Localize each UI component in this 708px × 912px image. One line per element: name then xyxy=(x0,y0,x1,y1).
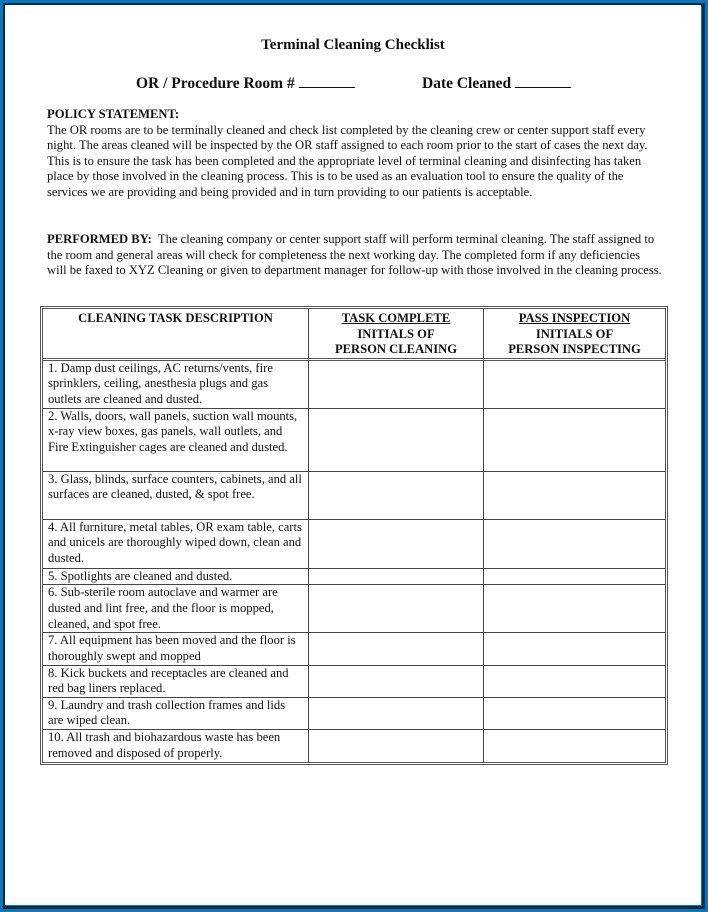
task-description: 5. Spotlights are cleaned and dusted. xyxy=(43,569,309,586)
policy-heading: POLICY STATEMENT: xyxy=(47,107,180,121)
inspector-initials-cell[interactable] xyxy=(484,698,665,730)
cleaner-initials-cell[interactable] xyxy=(309,472,484,520)
table-row xyxy=(43,730,665,762)
task-description: 8. Kick buckets and receptacles are cleaned and red bag liners replaced. xyxy=(43,666,309,698)
room-label: OR / Procedure Room # xyxy=(136,75,295,92)
table-header-row xyxy=(43,309,665,361)
task-description: 2. Walls, doors, wall panels, suction wall mounts, x-ray view boxes, gas panels, wall outlets, and Fire Extinguisher cages are cleaned and dusted. xyxy=(43,409,309,472)
cleaner-initials-cell[interactable] xyxy=(309,569,484,586)
inspector-initials-cell[interactable] xyxy=(484,472,665,520)
table-row xyxy=(43,361,665,409)
inspector-initials-cell[interactable] xyxy=(484,409,665,472)
table-row xyxy=(43,409,665,472)
cleaner-initials-cell[interactable] xyxy=(309,585,484,633)
inspector-initials-cell[interactable] xyxy=(484,361,665,409)
cleaner-initials-cell[interactable] xyxy=(309,361,484,409)
task-description: 10. All trash and biohazardous waste has been removed and disposed of properly. xyxy=(43,730,309,762)
table-row xyxy=(43,633,665,665)
performed-by-text: The cleaning company or center support staff will perform terminal cleaning. The staff assigned to the room and general areas will check for completeness the next working day. The completed form if any deficiencies will be faxed to XYZ Cleaning or given to department manager for follow-up with those involved in the cleaning process. xyxy=(47,232,662,278)
cleaner-initials-cell[interactable] xyxy=(309,666,484,698)
policy-statement xyxy=(47,107,662,201)
header-task-complete: TASK COMPLETE INITIALS OF PERSON CLEANING xyxy=(309,309,484,361)
task-description: 3. Glass, blinds, surface counters, cabinets, and all surfaces are cleaned, dusted, & spot free. xyxy=(43,472,309,520)
inspector-initials-cell[interactable] xyxy=(484,666,665,698)
performed-by-heading: PERFORMED BY: xyxy=(47,232,152,246)
cleaning-checklist-table xyxy=(40,306,668,765)
date-cleaned-blank[interactable] xyxy=(515,73,571,88)
table-row xyxy=(43,520,665,569)
task-description: 4. All furniture, metal tables, OR exam table, carts and unicels are thoroughly wiped down, clean and dusted. xyxy=(43,520,309,569)
inspector-initials-cell[interactable] xyxy=(484,730,665,762)
task-description: 7. All equipment has been moved and the floor is thoroughly swept and mopped xyxy=(43,633,309,665)
document-title: Terminal Cleaning Checklist xyxy=(261,37,445,53)
header-pass-inspection: PASS INSPECTION INITIALS OF PERSON INSPECTING xyxy=(484,309,665,361)
cleaner-initials-cell[interactable] xyxy=(309,409,484,472)
header-task-description: CLEANING TASK DESCRIPTION xyxy=(43,309,309,361)
inspector-initials-cell[interactable] xyxy=(484,585,665,633)
inspector-initials-cell[interactable] xyxy=(484,633,665,665)
date-label: Date Cleaned xyxy=(422,75,512,92)
performed-by-section xyxy=(47,232,662,279)
task-description: 1. Damp dust ceilings, AC returns/vents, fire sprinklers, ceiling, anesthesia plugs and gas outlets are cleaned and dusted. xyxy=(43,361,309,409)
cleaner-initials-cell[interactable] xyxy=(309,698,484,730)
cleaner-initials-cell[interactable] xyxy=(309,633,484,665)
cleaner-initials-cell[interactable] xyxy=(309,520,484,569)
inspector-initials-cell[interactable] xyxy=(484,520,665,569)
date-field xyxy=(422,73,571,93)
table-row xyxy=(43,698,665,730)
document-page xyxy=(5,5,701,905)
room-number-blank[interactable] xyxy=(299,73,355,88)
policy-text: The OR rooms are to be terminally cleaned and check list completed by the cleaning crew or center support staff every night. The areas cleaned will be inspected by the OR staff assigned to each room prior to the start of cases the next day. This is to ensure the task has been completed and the appropriate level of terminal cleaning and disinfecting has taken place by those involved in the cleaning process. This is to be used as an evaluation tool to ensure the quality of the services we are providing and being provided and in turn providing to our patients is acceptable. xyxy=(47,122,648,199)
table-row xyxy=(43,569,665,586)
room-field xyxy=(136,73,355,93)
cleaner-initials-cell[interactable] xyxy=(309,730,484,762)
table-row xyxy=(43,666,665,698)
inspector-initials-cell[interactable] xyxy=(484,569,665,586)
task-description: 6. Sub-sterile room autoclave and warmer are dusted and lint free, and the floor is mopped, cleaned, and spot free. xyxy=(43,585,309,633)
task-description: 9. Laundry and trash collection frames and lids are wiped clean. xyxy=(43,698,309,730)
table-row xyxy=(43,585,665,633)
table-row xyxy=(43,472,665,520)
